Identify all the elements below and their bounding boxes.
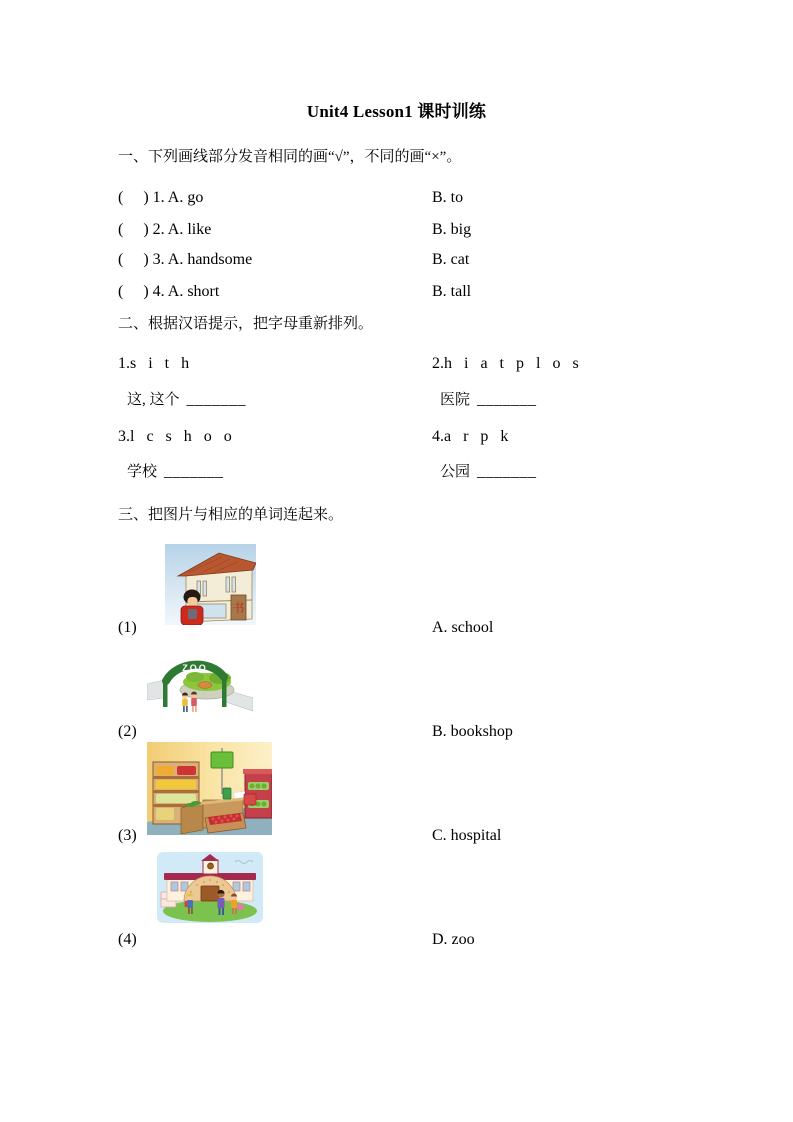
s2-answer-3 [127, 462, 224, 481]
s1-row4-left: ( ) 4. A. short [118, 283, 220, 300]
s3-word-1: A. school [432, 619, 494, 636]
s1-row2-left: ( ) 2. A. like [118, 221, 212, 238]
school-bell [208, 863, 214, 869]
s3-number-1: (1) [118, 619, 137, 636]
s2-letters-3: 3.l c s h o o [118, 428, 232, 445]
s3-word-4: D. zoo [432, 931, 475, 948]
s3-number-4: (4) [118, 931, 137, 948]
section2-heading: 二、根据汉语提示，把字母重新排列。 [118, 316, 374, 332]
s2-prompt-1: 这, 这个 [127, 392, 180, 408]
cash-register [244, 794, 256, 805]
section1-heading: 一、下列画线部分发音相同的画“√”，不同的画“×”。 [118, 149, 462, 165]
s1-row3-left: ( ) 3. A. handsome [118, 251, 253, 268]
s2-answer-1 [127, 390, 246, 409]
section3-heading: 三、把图片与相应的单词连起来。 [118, 507, 344, 523]
s2-blank-2: _______ [477, 391, 537, 408]
bookshop-image [165, 544, 256, 625]
s2-answer-4 [440, 462, 537, 481]
s2-blank-1: _______ [186, 391, 247, 408]
s2-blank-3: _______ [164, 463, 224, 480]
s2-answer-2 [440, 390, 537, 409]
s2-prompt-2: 医院 [440, 392, 471, 408]
shop-image [147, 742, 272, 835]
s2-blank-4: _______ [477, 463, 537, 480]
s2-letters-4: 4.a r p k [432, 428, 509, 445]
s1-row1-left: ( ) 1. A. go [118, 189, 204, 206]
s3-word-2: B. bookshop [432, 723, 513, 740]
s3-word-3: C. hospital [432, 827, 502, 844]
school-lawn [163, 900, 257, 922]
s2-letters-1: 1.s i t h [118, 355, 190, 372]
s2-prompt-4: 公园 [440, 464, 471, 480]
s1-row1-right: B. to [432, 189, 464, 206]
s2-prompt-3: 学校 [127, 464, 158, 480]
s1-row3-right: B. cat [432, 251, 470, 268]
zoo-animal [198, 682, 212, 689]
s3-number-3: (3) [118, 827, 137, 844]
bookshop-sign-character: 书 [232, 601, 245, 615]
zoo-image [147, 653, 253, 720]
s2-letters-2: 2.h i a t p l o s [432, 355, 579, 372]
s1-row2-right: B. big [432, 221, 472, 238]
school-image [157, 852, 263, 923]
zoo-gate-text: ZOO [182, 663, 208, 673]
shop-sign [211, 752, 233, 768]
school-door [201, 886, 219, 901]
s1-row4-right: B. tall [432, 283, 472, 300]
s3-number-2: (2) [118, 723, 137, 740]
page-title: Unit4 Lesson1 课时训练 [306, 102, 487, 121]
